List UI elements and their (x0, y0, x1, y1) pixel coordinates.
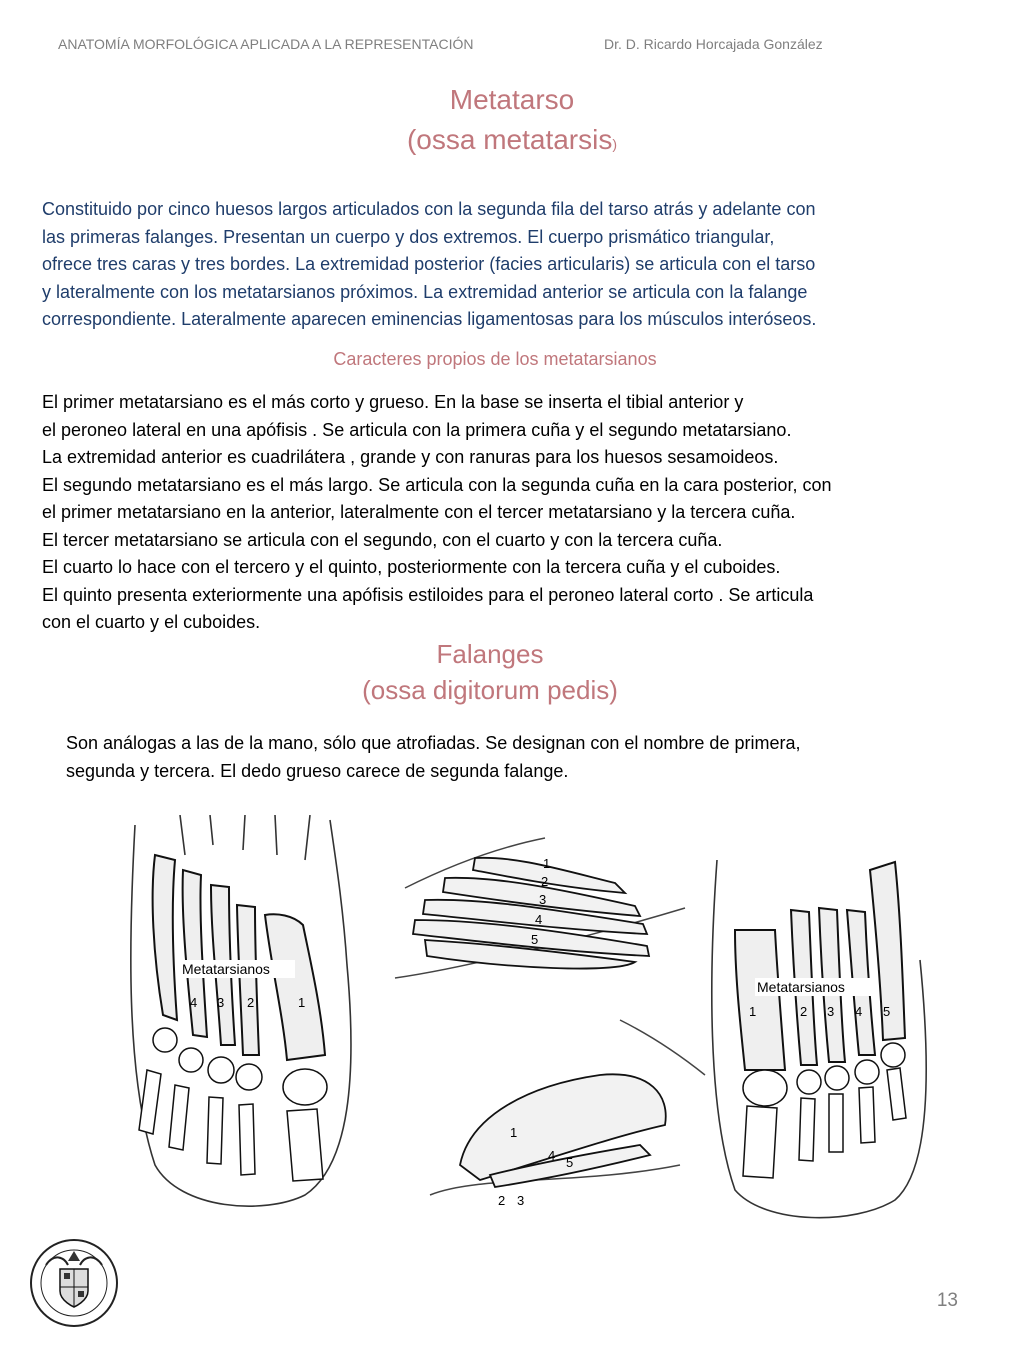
dorsal-num-2: 2 (247, 995, 255, 1010)
falanges-line: Son análogas a las de la mano, sólo que atrofiadas. Se designan con el nombre de primera, (66, 733, 801, 753)
intro-line: ofrece tres caras y tres bordes. La extremidad posterior (facies articularis) se articula con el tarso (42, 254, 816, 274)
dorsal-num-1: 1 (298, 995, 306, 1010)
dorsal-num-3: 3 (217, 995, 225, 1010)
plantar-num-4: 4 (855, 1004, 863, 1019)
figure-foot-medial (385, 828, 695, 988)
falanges-latin: (ossa digitorum pedis) (362, 675, 618, 705)
falanges-paragraph (66, 730, 946, 785)
latin-close: ) (612, 136, 618, 152)
figure-foot-lateral (420, 1015, 710, 1215)
medial-num-4: 4 (535, 912, 543, 927)
intro-paragraph (42, 196, 952, 334)
detail-line: El primer metatarsiano es el más corto y grueso. En la base se inserta el tibial anterior y (42, 392, 744, 412)
detail-line: con el cuarto y el cuboides. (42, 612, 261, 632)
plantar-num-2: 2 (800, 1004, 808, 1019)
intro-line: correspondiente. Lateralmente aparecen eminencias ligamentosas para los músculos interóseos. (42, 309, 817, 329)
dorsal-num-4: 4 (190, 995, 198, 1010)
figure-foot-dorsal (125, 815, 365, 1215)
detail-line: el peroneo lateral en una apófisis . Se articula con la primera cuña y el segundo metatarsiano. (42, 419, 792, 440)
detail-paragraph (42, 389, 972, 637)
dorsal-label: Metatarsianos (182, 961, 270, 977)
subtitle-caracteres: Caracteres propios de los metatarsianos (333, 349, 657, 369)
detail-line: El quinto presenta exteriormente una apófisis estiloides para el peroneo lateral corto . Se articula (42, 584, 814, 605)
plantar-num-3: 3 (827, 1004, 835, 1019)
falanges-title: Falanges (436, 639, 544, 669)
intro-line: y lateralmente con los metatarsianos próximos. La extremidad anterior se articula con la falange (42, 281, 808, 302)
figure-foot-plantar (705, 850, 935, 1225)
lateral-num-1: 1 (510, 1125, 518, 1140)
falanges-line: segunda y tercera. El dedo grueso carece de segunda falange. (66, 760, 569, 781)
header-author: Dr. D. Ricardo Horcajada González (604, 36, 823, 52)
detail-line: El tercer metatarsiano se articula con el segundo, con el cuarto y con la tercera cuña. (42, 529, 723, 550)
plantar-num-1: 1 (749, 1004, 757, 1019)
intro-line: las primeras falanges. Presentan un cuerpo y dos extremos. El cuerpo prismático triangular, (42, 226, 775, 247)
plantar-num-5: 5 (883, 1004, 891, 1019)
plantar-label: Metatarsianos (757, 979, 845, 995)
detail-line: El cuarto lo hace con el tercero y el quinto, posteriormente con la tercera cuña y el cuboides. (42, 557, 781, 577)
medial-num-1: 1 (543, 856, 551, 871)
medial-num-3: 3 (539, 892, 547, 907)
page-number: 13 (936, 1290, 958, 1311)
medial-num-2: 2 (541, 874, 549, 889)
lateral-num-4: 4 (548, 1148, 556, 1163)
section-title-falanges (0, 636, 980, 708)
detail-line: el primer metatarsiano en la anterior, lateralmente con el tercer metatarsiano y la tercera cuña. (42, 502, 796, 522)
lateral-num-3: 3 (517, 1193, 525, 1208)
university-seal-logo (28, 1235, 120, 1331)
detail-line: El segundo metatarsiano es el más largo. Se articula con la segunda cuña en la cara posterior, con (42, 474, 832, 495)
lateral-num-5: 5 (566, 1155, 574, 1170)
intro-line: Constituido por cinco huesos largos articulados con la segunda fila del tarso atrás y adelante con (42, 199, 816, 219)
section-title-metatarso: Metatarso (449, 84, 575, 115)
latin-main: (ossa metatarsis (406, 124, 613, 155)
lateral-num-2: 2 (498, 1193, 506, 1208)
header-course: ANATOMÍA MORFOLÓGICA APLICADA A LA REPRESENTACIÓN (58, 36, 474, 52)
section-latin-metatarso (0, 120, 1024, 164)
medial-num-5: 5 (531, 932, 539, 947)
detail-line: La extremidad anterior es cuadrilátera , grande y con ranuras para los huesos sesamoideos. (42, 447, 779, 467)
